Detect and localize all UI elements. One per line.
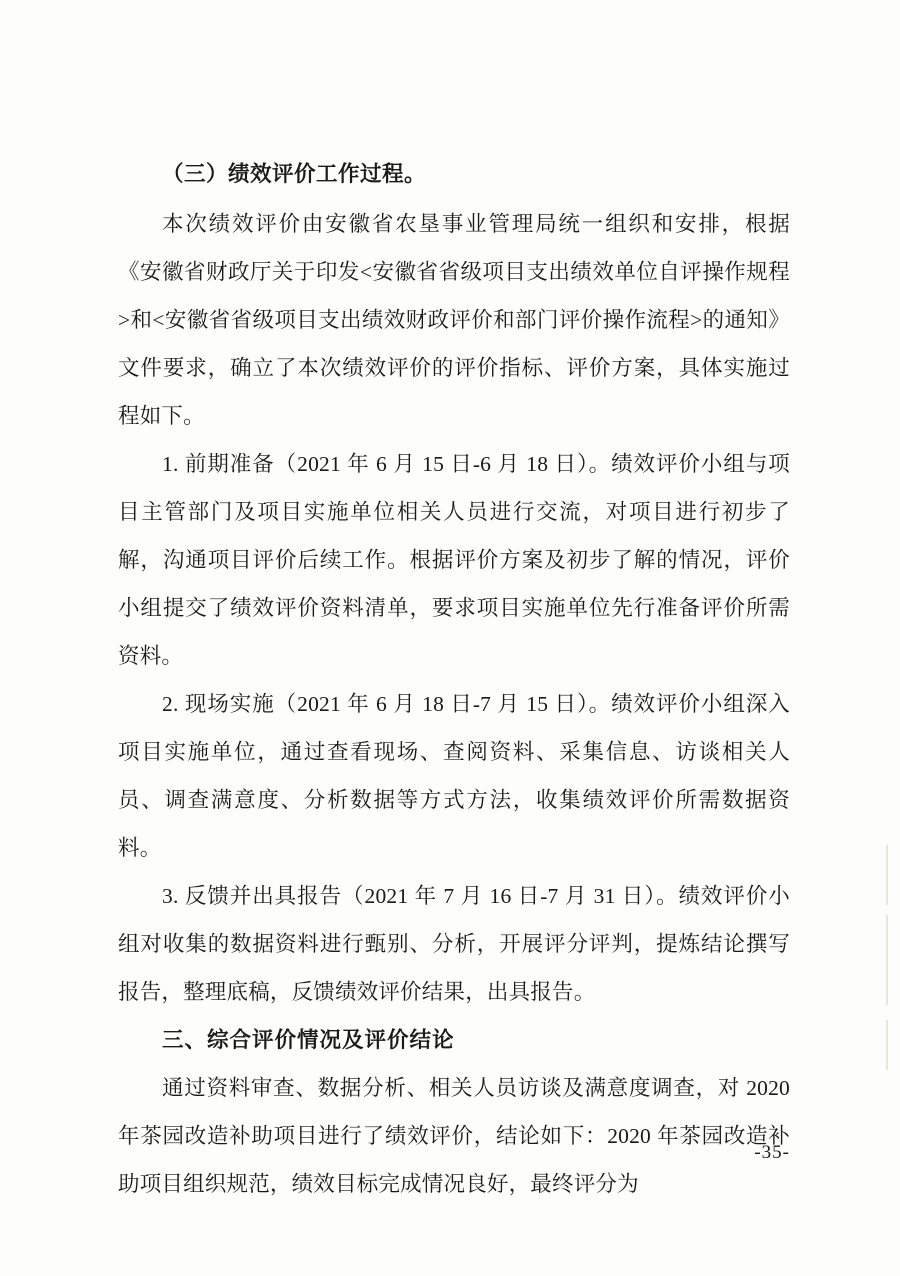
- paragraph-feedback-report: 3. 反馈并出具报告（2021 年 7 月 16 日-7 月 31 日）。绩效评价小组对收集的数据资料进行甄别、分析，开展评分评判，提炼结论撰写报告，整理底稿，反馈绩效评价结果，出具报告。: [118, 884, 790, 1004]
- scan-artifact: [886, 845, 888, 905]
- page-content: [118, 150, 790, 1208]
- scan-artifact: [886, 915, 888, 1005]
- paragraph-preparation: 1. 前期准备（2021 年 6 月 15 日-6 月 18 日）。绩效评价小组与项目主管部门及项目实施单位相关人员进行交流，对项目进行初步了解，沟通项目评价后续工作。根据评价方案及初步了解的情况，评价小组提交了绩效评价资料清单，要求项目实施单位先行准备评价所需资料。: [118, 452, 790, 668]
- paragraph-overview: 本次绩效评价由安徽省农垦事业管理局统一组织和安排，根据《安徽省财政厅关于印发<安徽省省级项目支出绩效单位自评操作规程>和<安徽省省级项目支出绩效财政评价和部门评价操作流程>的通知》文件要求，确立了本次绩效评价的评价指标、评价方案，具体实施过程如下。: [118, 212, 790, 428]
- paragraph-conclusion: 通过资料审查、数据分析、相关人员访谈及满意度调查，对 2020 年茶园改造补助项目进行了绩效评价，结论如下：2020 年茶园改造补助项目组织规范，绩效目标完成情况良好，最终评分为: [118, 1076, 790, 1196]
- section-heading-evaluation-process: （三）绩效评价工作过程。: [162, 162, 427, 186]
- section-heading-comprehensive-conclusion: 三、综合评价情况及评价结论: [162, 1028, 455, 1052]
- page-number: -35-: [754, 1142, 790, 1163]
- scan-artifact: [886, 1020, 888, 1070]
- paragraph-onsite: 2. 现场实施（2021 年 6 月 18 日-7 月 15 日）。绩效评价小组深入项目实施单位，通过查看现场、查阅资料、采集信息、访谈相关人员、调查满意度、分析数据等方式方法，收集绩效评价所需数据资料。: [118, 692, 790, 860]
